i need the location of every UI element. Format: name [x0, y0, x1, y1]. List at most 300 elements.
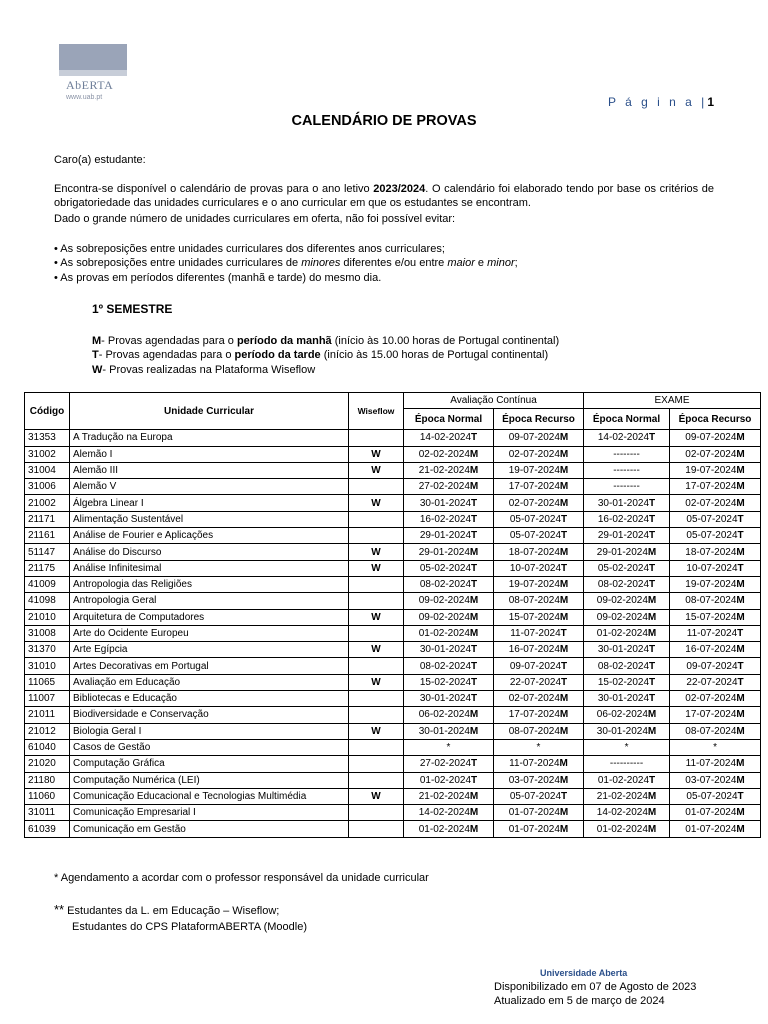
cell-ac-normal — [404, 593, 494, 609]
header-ac-normal: Época Normal — [404, 409, 494, 430]
double-star-note: ** Estudantes da L. em Educação – Wiseflow; Estudantes do CPS PlataformABERTA (Moodle) — [54, 902, 307, 933]
cell-ex-normal — [584, 707, 670, 723]
date-value: * — [446, 742, 451, 754]
cell-wiseflow — [349, 707, 404, 723]
period-code: M — [469, 546, 479, 558]
cell-ac-recurso — [494, 625, 584, 641]
page-title: CALENDÁRIO DE PROVAS — [291, 113, 477, 129]
university-logo — [56, 42, 126, 104]
exam-calendar-table — [24, 392, 761, 838]
date-value: 21-02-2024 — [596, 790, 648, 802]
period-code: T — [561, 660, 568, 672]
date-value: 21-02-2024 — [418, 465, 470, 477]
cell-unit: Antropologia das Religiões — [70, 576, 349, 592]
cell-ex-recurso — [670, 430, 761, 446]
cell-ac-recurso — [494, 560, 584, 576]
cell-ex-normal — [584, 479, 670, 495]
period-code: T — [649, 562, 656, 574]
period-code: M — [736, 465, 745, 477]
date-value: 02-02-2024 — [418, 448, 470, 460]
period-code: M — [647, 823, 657, 835]
period-code: M — [559, 807, 569, 819]
header-ac-recurso: Época Recurso — [494, 409, 584, 430]
date-value: 02-07-2024 — [508, 448, 560, 460]
cell-wiseflow — [349, 625, 404, 641]
cell-wiseflow: W — [349, 560, 404, 576]
date-value: ---------- — [609, 758, 644, 770]
header-exame: EXAME — [584, 393, 761, 409]
date-value: 27-02-2024 — [419, 758, 472, 770]
date-value: 09-07-2024 — [508, 432, 560, 444]
cell-wiseflow — [349, 772, 404, 788]
date-value: 01-02-2024 — [418, 628, 470, 639]
period-code: M — [469, 595, 479, 607]
period-code: M — [736, 611, 745, 623]
table-row — [25, 528, 761, 544]
period-code: M — [559, 709, 569, 721]
cell-ex-normal — [584, 560, 670, 576]
cell-wiseflow — [349, 430, 404, 446]
table-row — [25, 625, 761, 641]
period-code: M — [469, 465, 479, 477]
cell-unit: Alemão I — [70, 446, 349, 462]
cell-ac-normal — [404, 707, 494, 723]
date-value: 16-07-2024 — [508, 644, 560, 656]
period-code: M — [469, 709, 479, 721]
cell-ex-normal — [584, 788, 670, 804]
cell-unit: Alemão III — [70, 462, 349, 478]
cell-ex-recurso — [670, 739, 761, 755]
period-code: T — [649, 530, 656, 542]
cell-ac-recurso — [494, 642, 584, 658]
header-unidade: Unidade Curricular — [70, 393, 349, 430]
date-value: 11-07-2024 — [686, 628, 738, 639]
legend-afternoon: T- Provas agendadas para o período da tarde (início às 15.00 horas de Portugal continental) — [92, 349, 549, 361]
period-code: T — [649, 497, 656, 509]
academic-year: 2023/2024 — [373, 183, 426, 195]
date-value: 14-02-2024 — [596, 807, 648, 819]
date-value: 17-07-2024 — [685, 709, 737, 721]
header-avaliacao-continua: Avaliação Contínua — [404, 393, 584, 409]
cell-code: 11007 — [25, 691, 70, 707]
date-value: 09-02-2024 — [596, 611, 648, 623]
cell-ac-recurso — [494, 593, 584, 609]
date-value: 02-07-2024 — [685, 497, 737, 509]
date-value: 19-07-2024 — [685, 579, 737, 591]
period-code: M — [559, 774, 569, 786]
date-value: 11-07-2024 — [510, 628, 561, 639]
table-row — [25, 511, 761, 527]
cell-code: 21180 — [25, 772, 70, 788]
date-value: 19-07-2024 — [685, 465, 737, 477]
header-ex-normal: Época Normal — [584, 409, 670, 430]
period-code: M — [469, 807, 479, 819]
date-value: 08-02-2024 — [597, 660, 650, 672]
date-value: * — [624, 742, 629, 754]
cell-ex-recurso — [670, 511, 761, 527]
cell-code: 11060 — [25, 788, 70, 804]
legend-morning: M- Provas agendadas para o período da manhã (início às 10.00 horas de Portugal continental) — [92, 335, 560, 347]
date-value: 30-01-2024 — [419, 644, 472, 656]
table-body — [25, 430, 761, 837]
date-value: 08-07-2024 — [508, 595, 560, 607]
date-value: 22-07-2024 — [686, 676, 738, 688]
period-code: T — [471, 562, 478, 574]
cell-wiseflow — [349, 576, 404, 592]
cell-ex-normal — [584, 723, 670, 739]
cell-ac-recurso — [494, 576, 584, 592]
period-code: M — [647, 546, 657, 558]
cell-ac-recurso — [494, 707, 584, 723]
cell-ac-normal — [404, 642, 494, 658]
period-code: M — [559, 611, 569, 623]
cell-code: 31010 — [25, 658, 70, 674]
period-code: M — [736, 823, 745, 835]
cell-ac-normal — [404, 805, 494, 821]
semester-heading: 1º SEMESTRE — [92, 302, 173, 316]
cell-ac-normal — [404, 691, 494, 707]
cell-unit: Comunicação Empresarial I — [70, 805, 349, 821]
date-value: 19-07-2024 — [508, 579, 560, 591]
cell-code: 31370 — [25, 642, 70, 658]
period-code: T — [560, 628, 567, 639]
header-wiseflow: Wiseflow — [349, 393, 404, 430]
period-code: M — [647, 611, 657, 623]
table-row — [25, 462, 761, 478]
date-value: 29-01-2024 — [597, 530, 650, 542]
cell-ex-recurso — [670, 528, 761, 544]
date-value: 11-07-2024 — [509, 758, 560, 770]
period-code: T — [471, 513, 478, 525]
date-value: 01-07-2024 — [685, 823, 737, 835]
period-code: M — [469, 628, 479, 639]
intro-text: Encontra-se disponível o calendário de provas para o ano letivo — [54, 183, 374, 195]
cell-ex-normal — [584, 544, 670, 560]
cell-ex-recurso — [670, 593, 761, 609]
date-value: 16-07-2024 — [685, 644, 737, 656]
period-code: T — [649, 676, 656, 688]
date-value: 01-02-2024 — [418, 823, 470, 835]
date-value: 03-07-2024 — [508, 774, 560, 786]
cell-ex-recurso — [670, 446, 761, 462]
date-value: 30-01-2024 — [597, 644, 650, 656]
cell-ac-recurso — [494, 674, 584, 690]
period-code: T — [471, 497, 478, 509]
date-value: 09-02-2024 — [596, 595, 648, 607]
date-value: 10-07-2024 — [509, 562, 562, 574]
period-code: T — [649, 644, 656, 656]
cell-ex-normal — [584, 674, 670, 690]
period-code: T — [471, 758, 478, 770]
cell-ex-recurso — [670, 658, 761, 674]
cell-unit: Comunicação em Gestão — [70, 821, 349, 837]
cell-code: 11065 — [25, 674, 70, 690]
cell-ex-normal — [584, 593, 670, 609]
table-row — [25, 788, 761, 804]
date-value: 05-07-2024 — [509, 530, 562, 542]
date-value: 05-07-2024 — [686, 530, 738, 542]
footer-university: Universidade Aberta — [540, 968, 628, 978]
cell-code: 21010 — [25, 609, 70, 625]
period-code: M — [736, 579, 745, 591]
cell-code: 41098 — [25, 593, 70, 609]
cell-ac-recurso — [494, 691, 584, 707]
period-code: M — [736, 725, 745, 737]
cell-ac-normal — [404, 739, 494, 755]
cell-unit: Arte do Ocidente Europeu — [70, 625, 349, 641]
cell-ac-recurso — [494, 772, 584, 788]
cell-wiseflow — [349, 691, 404, 707]
cell-ex-recurso — [670, 756, 761, 772]
period-code: T — [737, 513, 744, 525]
cell-wiseflow: W — [349, 544, 404, 560]
cell-ac-recurso — [494, 511, 584, 527]
cell-code: 31353 — [25, 430, 70, 446]
cell-code: 21175 — [25, 560, 70, 576]
date-value: 29-01-2024 — [596, 546, 648, 558]
date-value: 11-07-2024 — [685, 758, 737, 770]
period-code: T — [471, 432, 478, 444]
period-code: M — [559, 693, 569, 705]
cell-code: 51147 — [25, 544, 70, 560]
cell-code: 31011 — [25, 805, 70, 821]
cell-ex-normal — [584, 495, 670, 511]
cell-wiseflow: W — [349, 495, 404, 511]
page-label: P á g i n a | — [608, 95, 708, 109]
cell-ac-recurso — [494, 528, 584, 544]
cell-wiseflow: W — [349, 642, 404, 658]
cell-ex-normal — [584, 756, 670, 772]
date-value: 30-01-2024 — [597, 693, 650, 705]
date-value: 06-02-2024 — [418, 709, 470, 721]
date-value: 08-02-2024 — [597, 579, 650, 591]
period-code: M — [647, 628, 657, 639]
period-code: M — [559, 579, 569, 591]
logo-url: www.uab.pt — [66, 94, 103, 101]
greeting: Caro(a) estudante: — [54, 154, 146, 166]
date-value: 30-01-2024 — [596, 725, 648, 737]
date-value: 14-02-2024 — [419, 432, 472, 444]
cell-ex-normal — [584, 691, 670, 707]
cell-code: 21161 — [25, 528, 70, 544]
date-value: 06-02-2024 — [596, 709, 648, 721]
cell-ac-normal — [404, 495, 494, 511]
cell-ex-recurso — [670, 576, 761, 592]
available-date: Disponibilizado em 07 de Agosto de 2023 — [494, 981, 697, 993]
intro-text-2: . O calendário foi elaborado tendo por base os critérios de obrigatoriedade das unidades curriculares e o ano curricular em que os estudantes se encontram. — [54, 183, 714, 209]
cell-unit: Bibliotecas e Educação — [70, 691, 349, 707]
cell-ac-normal — [404, 560, 494, 576]
cell-ac-recurso — [494, 788, 584, 804]
period-code: M — [647, 807, 657, 819]
date-value: 02-07-2024 — [508, 497, 560, 509]
cell-wiseflow — [349, 756, 404, 772]
period-code: M — [647, 790, 657, 802]
period-code: T — [649, 774, 656, 786]
period-code: T — [471, 644, 478, 656]
cell-ac-normal — [404, 544, 494, 560]
table-row — [25, 576, 761, 592]
intro-paragraph-2: Dado o grande número de unidades curriculares em oferta, não foi possível evitar: — [54, 213, 456, 225]
cell-code: 21171 — [25, 511, 70, 527]
period-code: M — [559, 481, 569, 493]
date-value: 19-07-2024 — [508, 465, 560, 477]
period-code: M — [559, 465, 569, 477]
cell-ex-recurso — [670, 642, 761, 658]
cell-ex-recurso — [670, 821, 761, 837]
cell-ac-normal — [404, 658, 494, 674]
cell-wiseflow: W — [349, 674, 404, 690]
cell-ac-normal — [404, 772, 494, 788]
date-value: 30-01-2024 — [419, 693, 472, 705]
cell-wiseflow: W — [349, 723, 404, 739]
cell-wiseflow — [349, 528, 404, 544]
date-value: 18-07-2024 — [508, 546, 560, 558]
cell-wiseflow — [349, 593, 404, 609]
date-value: 08-02-2024 — [419, 660, 472, 672]
date-value: 01-07-2024 — [508, 807, 560, 819]
cell-wiseflow: W — [349, 462, 404, 478]
cell-ac-recurso — [494, 609, 584, 625]
cell-code: 21012 — [25, 723, 70, 739]
cell-ex-recurso — [670, 560, 761, 576]
cell-ex-recurso — [670, 707, 761, 723]
date-value: 01-07-2024 — [508, 823, 560, 835]
table-row — [25, 593, 761, 609]
cell-ac-recurso — [494, 495, 584, 511]
date-value: 08-07-2024 — [685, 725, 737, 737]
cell-unit: Avaliação em Educação — [70, 674, 349, 690]
period-code: T — [737, 790, 744, 802]
date-value: 05-07-2024 — [509, 790, 562, 802]
period-code: M — [736, 497, 745, 509]
cell-ex-recurso — [670, 495, 761, 511]
period-code: M — [647, 709, 657, 721]
cell-code: 61039 — [25, 821, 70, 837]
date-value: 09-02-2024 — [418, 595, 470, 607]
period-code: M — [559, 497, 569, 509]
period-code: M — [736, 774, 745, 786]
date-value: -------- — [613, 448, 640, 460]
period-code: M — [647, 595, 657, 607]
cell-ex-normal — [584, 658, 670, 674]
cell-code: 31006 — [25, 479, 70, 495]
date-value: 15-07-2024 — [508, 611, 560, 623]
cell-unit: Biodiversidade e Conservação — [70, 707, 349, 723]
table-row — [25, 609, 761, 625]
table-row — [25, 479, 761, 495]
cell-unit: Alimentação Sustentável — [70, 511, 349, 527]
date-value: 01-02-2024 — [597, 774, 650, 786]
footer-dates — [494, 980, 696, 1008]
date-value: 02-07-2024 — [685, 448, 737, 460]
date-value: * — [536, 742, 541, 754]
period-code: T — [737, 628, 744, 639]
cell-wiseflow — [349, 479, 404, 495]
period-code: T — [561, 676, 568, 688]
cell-ac-normal — [404, 625, 494, 641]
date-value: 08-07-2024 — [685, 595, 737, 607]
period-code: T — [649, 693, 656, 705]
period-code: M — [469, 823, 479, 835]
period-code: M — [736, 693, 745, 705]
cell-unit: Análise Infinitesimal — [70, 560, 349, 576]
cell-ac-normal — [404, 609, 494, 625]
legend-wiseflow: W- Provas realizadas na Plataforma Wiseflow — [92, 364, 316, 376]
logo-wordmark: AbERTA — [66, 78, 114, 92]
date-value: 30-01-2024 — [418, 725, 470, 737]
cell-unit: Análise de Fourier e Aplicações — [70, 528, 349, 544]
cell-unit: Biologia Geral I — [70, 723, 349, 739]
period-code: M — [559, 432, 569, 444]
cell-unit: Artes Decorativas em Portugal — [70, 658, 349, 674]
cell-ex-recurso — [670, 805, 761, 821]
cell-wiseflow: W — [349, 609, 404, 625]
table-row — [25, 739, 761, 755]
period-code: T — [649, 579, 656, 591]
cell-ac-recurso — [494, 462, 584, 478]
table-row — [25, 723, 761, 739]
period-code: M — [736, 432, 745, 444]
period-code: T — [561, 513, 568, 525]
cell-ex-normal — [584, 642, 670, 658]
cell-unit: Alemão V — [70, 479, 349, 495]
date-value: 01-02-2024 — [419, 774, 472, 786]
period-code: M — [559, 644, 569, 656]
date-value: 01-07-2024 — [685, 807, 737, 819]
period-code: T — [649, 660, 656, 672]
period-code: T — [471, 676, 478, 688]
cell-code: 41009 — [25, 576, 70, 592]
cell-code: 31002 — [25, 446, 70, 462]
cell-unit: Comunicação Educacional e Tecnologias Multimédia — [70, 788, 349, 804]
date-value: 29-01-2024 — [418, 546, 470, 558]
cell-ac-normal — [404, 723, 494, 739]
period-code: M — [736, 546, 745, 558]
period-code: T — [561, 530, 568, 542]
cell-ac-normal — [404, 446, 494, 462]
cell-ex-recurso — [670, 788, 761, 804]
cell-wiseflow — [349, 511, 404, 527]
cell-unit: A Tradução na Europa — [70, 430, 349, 446]
period-code: M — [647, 725, 657, 737]
table-row — [25, 560, 761, 576]
period-code: M — [736, 481, 745, 493]
date-value: 14-02-2024 — [418, 807, 470, 819]
period-code: T — [737, 530, 744, 542]
period-code: T — [649, 513, 656, 525]
period-code: M — [736, 448, 745, 460]
logo-stripe-icon — [59, 70, 127, 76]
date-value: 10-07-2024 — [686, 562, 738, 574]
cell-ac-recurso — [494, 805, 584, 821]
cell-ac-recurso — [494, 446, 584, 462]
cell-ex-normal — [584, 805, 670, 821]
period-code: T — [471, 774, 478, 786]
period-code: M — [736, 807, 745, 819]
cell-code: 31008 — [25, 625, 70, 641]
date-value: -------- — [613, 481, 640, 493]
cell-code: 31004 — [25, 462, 70, 478]
cell-wiseflow — [349, 739, 404, 755]
table-row — [25, 674, 761, 690]
period-code: M — [559, 595, 569, 607]
table-row — [25, 642, 761, 658]
period-code: M — [736, 709, 745, 721]
cell-ac-recurso — [494, 739, 584, 755]
table-row — [25, 691, 761, 707]
date-value: 16-02-2024 — [597, 513, 650, 525]
